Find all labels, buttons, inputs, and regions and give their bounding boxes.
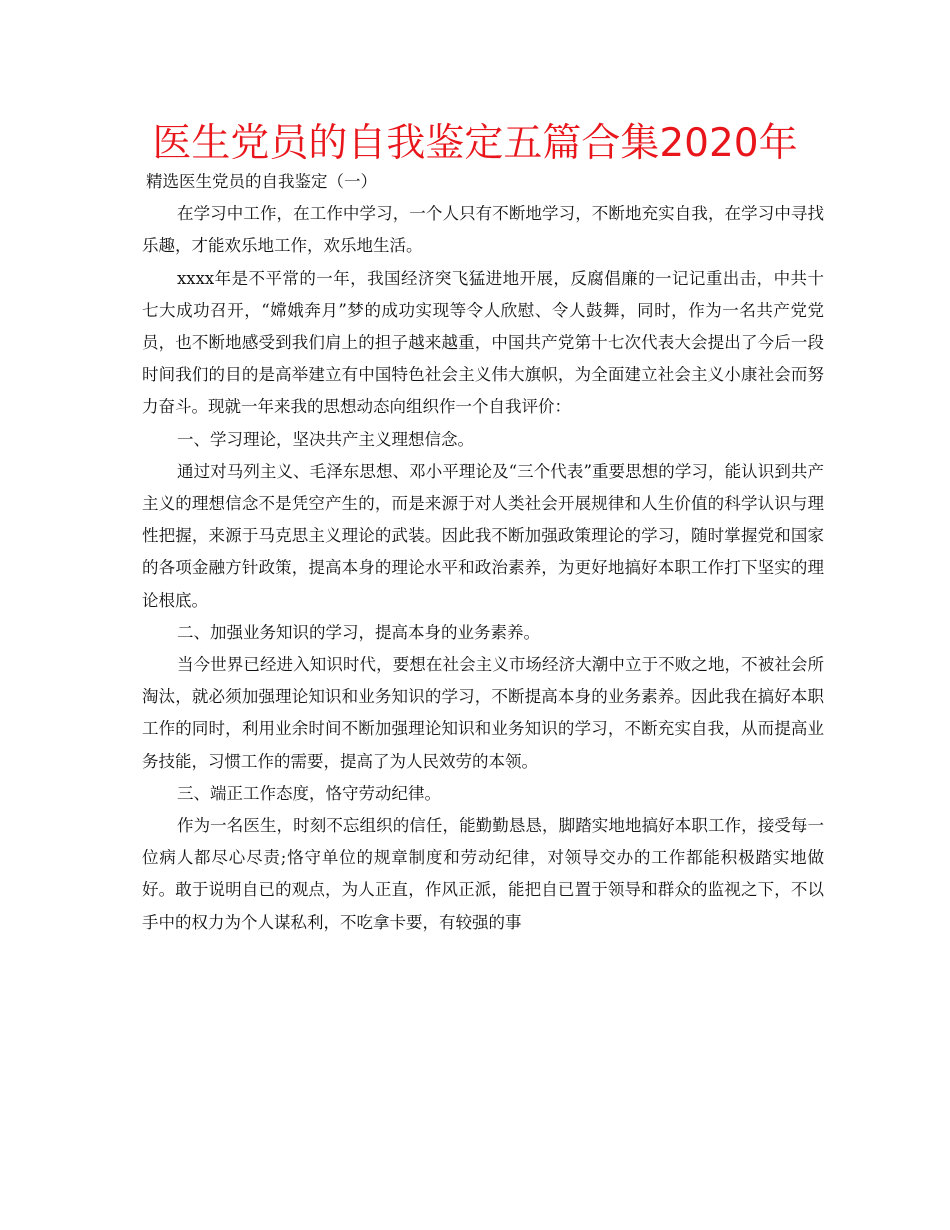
section-heading: 二、加强业务知识的学习，提高本身的业务素养。 bbox=[177, 622, 540, 642]
paragraph: 通过对马列主义、毛泽东思想、邓小平理论及“三个代表”重要思想的学习，能认识到共产主义的理想信念不是凭空产生的，而是来源于对人类社会开展规律和人生价值的科学认识与理性把握，来源于马克思主义理论的武装。因此我不断加强政策理论的学习，随时掌握党和国家的各项金融方针政策，提高本身的理论水平和政治素养，为更好地搞好本职工作打下坚实的理论根底。 bbox=[142, 461, 824, 610]
document-title: 医生党员的自我鉴定五篇合集2020年 bbox=[152, 121, 798, 166]
section-heading: 一、学习理论，坚决共产主义理想信念。 bbox=[177, 429, 474, 449]
paragraph: 作为一名医生，时刻不忘组织的信任，能勤勤恳恳，脚踏实地地搞好本职工作，接受每一位病人都尽心尽责;恪守单位的规章制度和劳动纪律，对领导交办的工作都能积极踏实地做好。敢于说明自已的观点，为人正直，作风正派，能把自已置于领导和群众的监视之下，不以手中的权力为个人谋私利，不吃拿卡要，有较强的事 bbox=[142, 816, 824, 932]
paragraph: 当今世界已经进入知识时代，要想在社会主义市场经济大潮中立于不败之地，不被社会所淘汰，就必须加强理论知识和业务知识的学习，不断提高本身的业务素养。因此我在搞好本职工作的同时，利用业余时间不断加强理论知识和业务知识的学习，不断充实自我，从而提高业务技能，习惯工作的需要，提高了为人民效劳的本领。 bbox=[142, 655, 824, 771]
paragraph: xxxx年是不平常的一年，我国经济突飞猛进地开展，反腐倡廉的一记记重出击，中共十七大成功召开，“嫦娥奔月”梦的成功实现等令人欣慰、令人鼓舞，同时，作为一名共产党党员，也不断地感受到我们肩上的担子越来越重，中国共产党第十七次代表大会提出了今后一段时间我们的目的是高举建立有中国特色社会主义伟大旗帜，为全面建立社会主义小康社会而努力奋斗。现就一年来我的思想动态向组织作一个自我评价： bbox=[142, 268, 824, 417]
document-body bbox=[142, 166, 824, 939]
section-subtitle: 精选医生党员的自我鉴定（一） bbox=[146, 172, 377, 191]
paragraph: 在学习中工作，在工作中学习，一个人只有不断地学习，不断地充实自我，在学习中寻找乐趣，才能欢乐地工作，欢乐地生活。 bbox=[142, 204, 824, 256]
section-heading: 三、端正工作态度，恪守劳动纪律。 bbox=[177, 783, 441, 803]
